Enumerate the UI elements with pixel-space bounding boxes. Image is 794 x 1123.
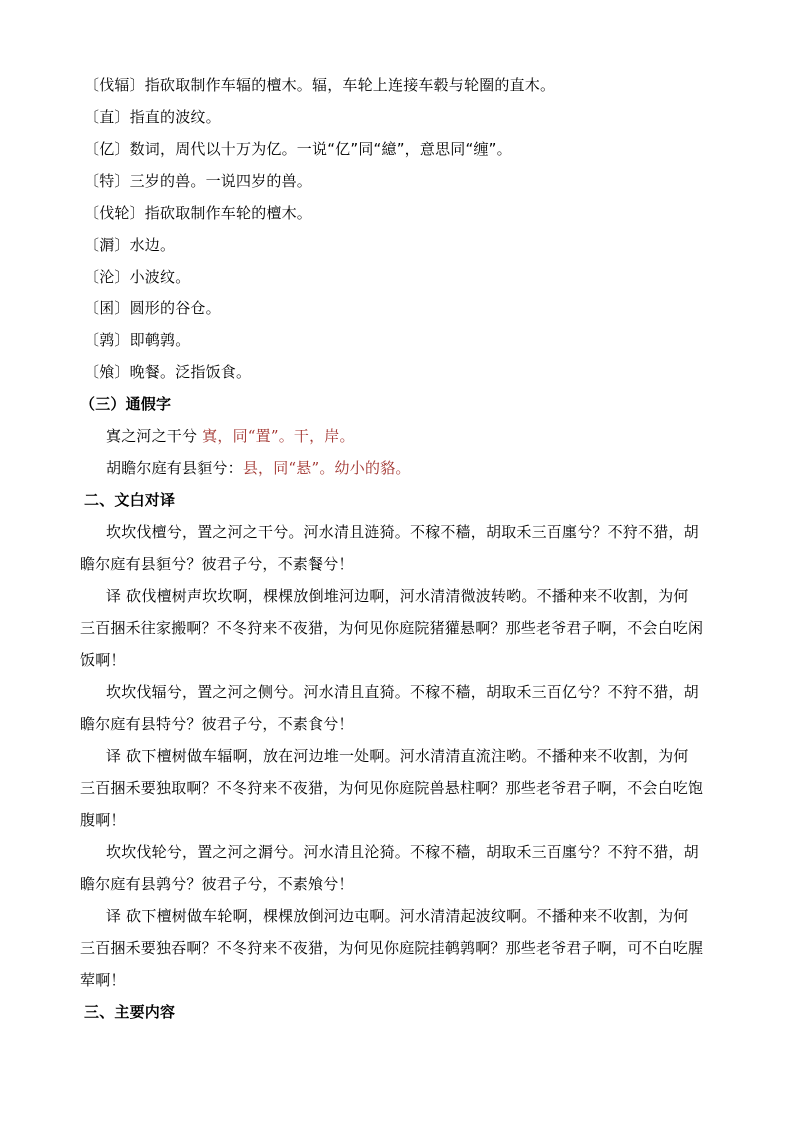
glossary-line: 〔特〕三岁的兽。一说四岁的兽。 xyxy=(84,172,313,190)
text-line: 三百捆禾往家搬啊？不冬狩来不夜猎，为何见你庭院猪獾悬啊？那些老爷君子啊，不会白吃闲 xyxy=(80,619,704,637)
text-line: 译 砍伐檀树声坎坎啊，棵棵放倒堆河边啊，河水清清微波转哟。不播种来不收割，为何 xyxy=(106,587,689,605)
glossary-line: 〔沦〕小波纹。 xyxy=(84,268,191,286)
glossary-line: 〔囷〕圆形的谷仓。 xyxy=(84,299,221,317)
text-line: 译 砍下檀树做车辐啊，放在河边堆一处啊。河水清清直流注哟。不播种来不收割，为何 xyxy=(106,747,689,765)
glossary-line: 〔直〕指直的波纹。 xyxy=(84,108,221,126)
text-line: 译 砍下檀树做车轮啊，棵棵放倒河边屯啊。河水清清起波纹啊。不播种来不收割，为何 xyxy=(106,907,689,925)
text-line: 腹啊！ xyxy=(80,811,126,829)
text-line: 瞻尔庭有县貆兮？彼君子兮，不素餐兮！ xyxy=(80,555,354,573)
text-line: 坎坎伐辐兮，置之河之侧兮。河水清且直猗。不稼不穑，胡取禾三百亿兮？不狩不猎，胡 xyxy=(106,683,699,701)
text-line: 坎坎伐檀兮，置之河之干兮。河水清且涟猗。不稼不穑，胡取禾三百廛兮？不狩不猎，胡 xyxy=(106,523,699,541)
text-line: 荤啊！ xyxy=(80,971,126,989)
tongjia-note: 寘，同“置”。干，岸。 xyxy=(202,427,355,445)
tongjia-phrase: 寘之河之干兮 xyxy=(106,427,198,445)
text-line: 饭啊！ xyxy=(80,651,126,669)
text-line: 瞻尔庭有县鹑兮？彼君子兮，不素飧兮！ xyxy=(80,875,354,893)
text-line: 瞻尔庭有县特兮？彼君子兮，不素食兮！ xyxy=(80,715,354,733)
tongjia-phrase: 胡瞻尔庭有县貆兮： xyxy=(106,459,243,477)
glossary-line: 〔伐辐〕指砍取制作车辐的檀木。辐，车轮上连接车毂与轮圈的直木。 xyxy=(84,76,556,94)
glossary-line: 〔鹑〕即鹌鹑。 xyxy=(84,331,191,349)
glossary-line: 〔漘〕水边。 xyxy=(84,236,176,254)
tongjia-item xyxy=(106,426,355,446)
glossary-line: 〔伐轮〕指砍取制作车轮的檀木。 xyxy=(84,204,313,222)
tongjia-note: 县，同“悬”。幼小的貉。 xyxy=(242,459,411,477)
section-heading-translation: 二、文白对译 xyxy=(84,491,176,509)
text-line: 三百捆禾要独取啊？不冬狩来不夜猎，为何见你庭院兽悬柱啊？那些老爷君子啊，不会白吃饱 xyxy=(80,779,704,797)
section-heading-tongjia: （三）通假字 xyxy=(80,395,172,413)
section-heading-main-content: 三、主要内容 xyxy=(84,1003,176,1021)
glossary-line: 〔亿〕数词，周代以十万为亿。一说“亿”同“繶”，意思同“缠”。 xyxy=(84,140,512,158)
glossary-line: 〔飧〕晚餐。泛指饭食。 xyxy=(84,363,252,381)
text-line: 坎坎伐轮兮，置之河之漘兮。河水清且沦猗。不稼不穑，胡取禾三百廛兮？不狩不猎，胡 xyxy=(106,843,699,861)
text-line: 三百捆禾要独吞啊？不冬狩来不夜猎，为何见你庭院挂鹌鹑啊？那些老爷君子啊，可不白吃腥 xyxy=(80,939,704,957)
tongjia-item xyxy=(106,458,411,478)
